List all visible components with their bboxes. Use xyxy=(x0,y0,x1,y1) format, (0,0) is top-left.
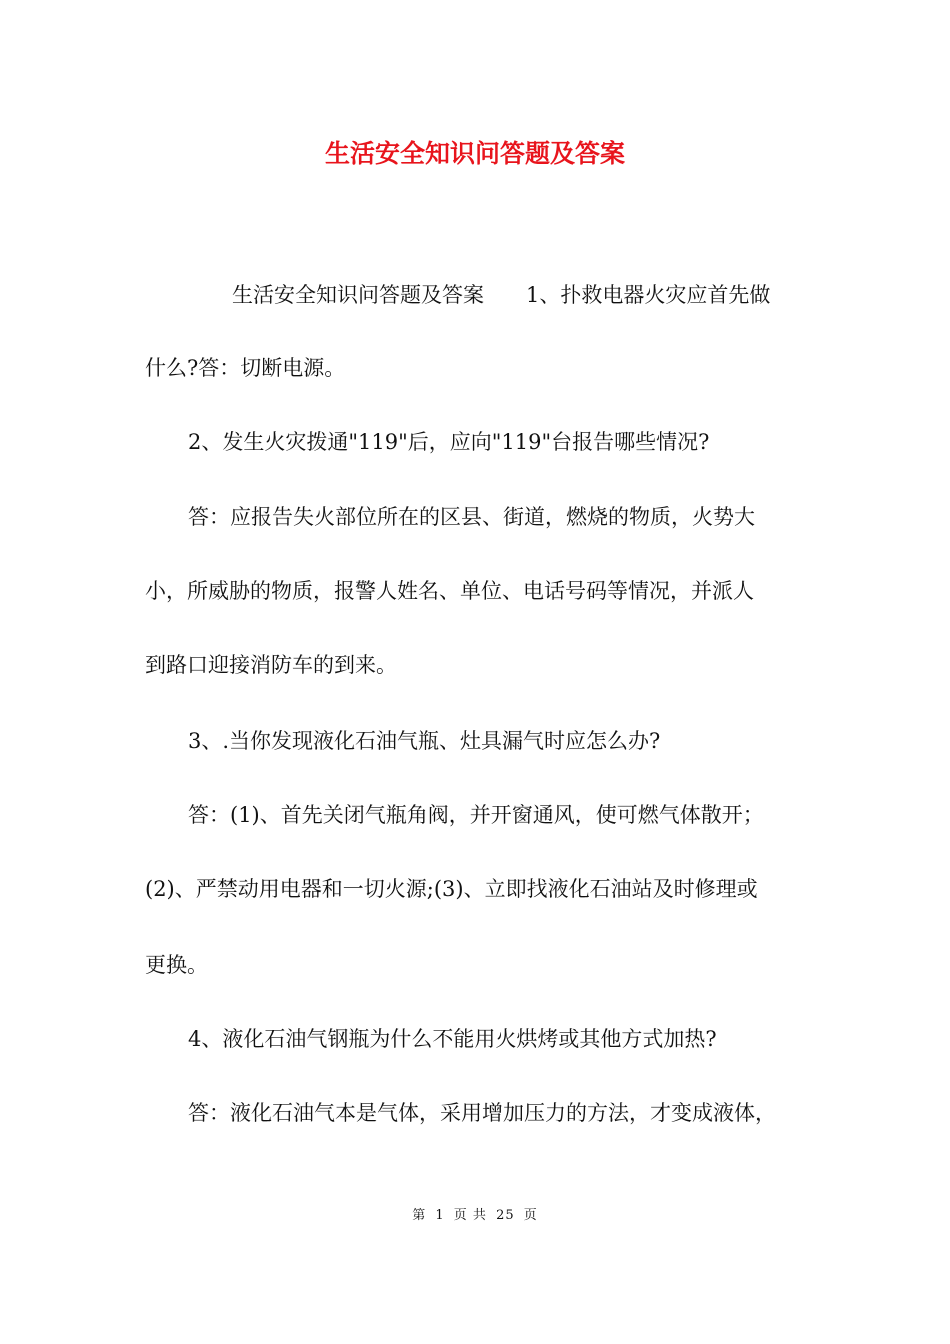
paragraph-line: 3、.当你发现液化石油气瓶、灶具漏气时应怎么办? xyxy=(188,729,661,753)
paragraph-line: 小，所威胁的物质，报警人姓名、单位、电话号码等情况，并派人 xyxy=(145,579,754,603)
paragraph-line: (2)、严禁动用电器和一切火源;(3)、立即找液化石油站及时修理或 xyxy=(145,877,758,901)
paragraph-line: 更换。 xyxy=(145,953,208,977)
footer-prefix: 第 xyxy=(412,1208,427,1223)
footer-total-pages: 25 xyxy=(496,1208,515,1223)
paragraph-line: 答：应报告失火部位所在的区县、街道，燃烧的物质，火势大 xyxy=(188,505,755,529)
page-footer xyxy=(0,1207,950,1225)
paragraph-line: 到路口迎接消防车的到来。 xyxy=(145,653,397,677)
paragraph-line: 生活安全知识问答题及答案 1、扑救电器火灾应首先做 xyxy=(232,283,771,307)
paragraph-line: 答：液化石油气本是气体，采用增加压力的方法，才变成液体， xyxy=(188,1101,776,1125)
footer-middle: 页 共 xyxy=(453,1208,487,1223)
document-title: 生活安全知识问答题及答案 xyxy=(324,139,625,168)
footer-page-number: 1 xyxy=(435,1208,445,1223)
footer-suffix: 页 xyxy=(523,1208,538,1223)
paragraph-line: 答：(1)、首先关闭气瓶角阀，并开窗通风，使可燃气体散开； xyxy=(188,803,764,827)
paragraph-line: 2、发生火灾拨通"119"后，应向"119"台报告哪些情况? xyxy=(188,430,710,454)
paragraph-line: 4、液化石油气钢瓶为什么不能用火烘烤或其他方式加热? xyxy=(188,1027,717,1051)
paragraph-line: 什么?答：切断电源。 xyxy=(145,356,346,380)
